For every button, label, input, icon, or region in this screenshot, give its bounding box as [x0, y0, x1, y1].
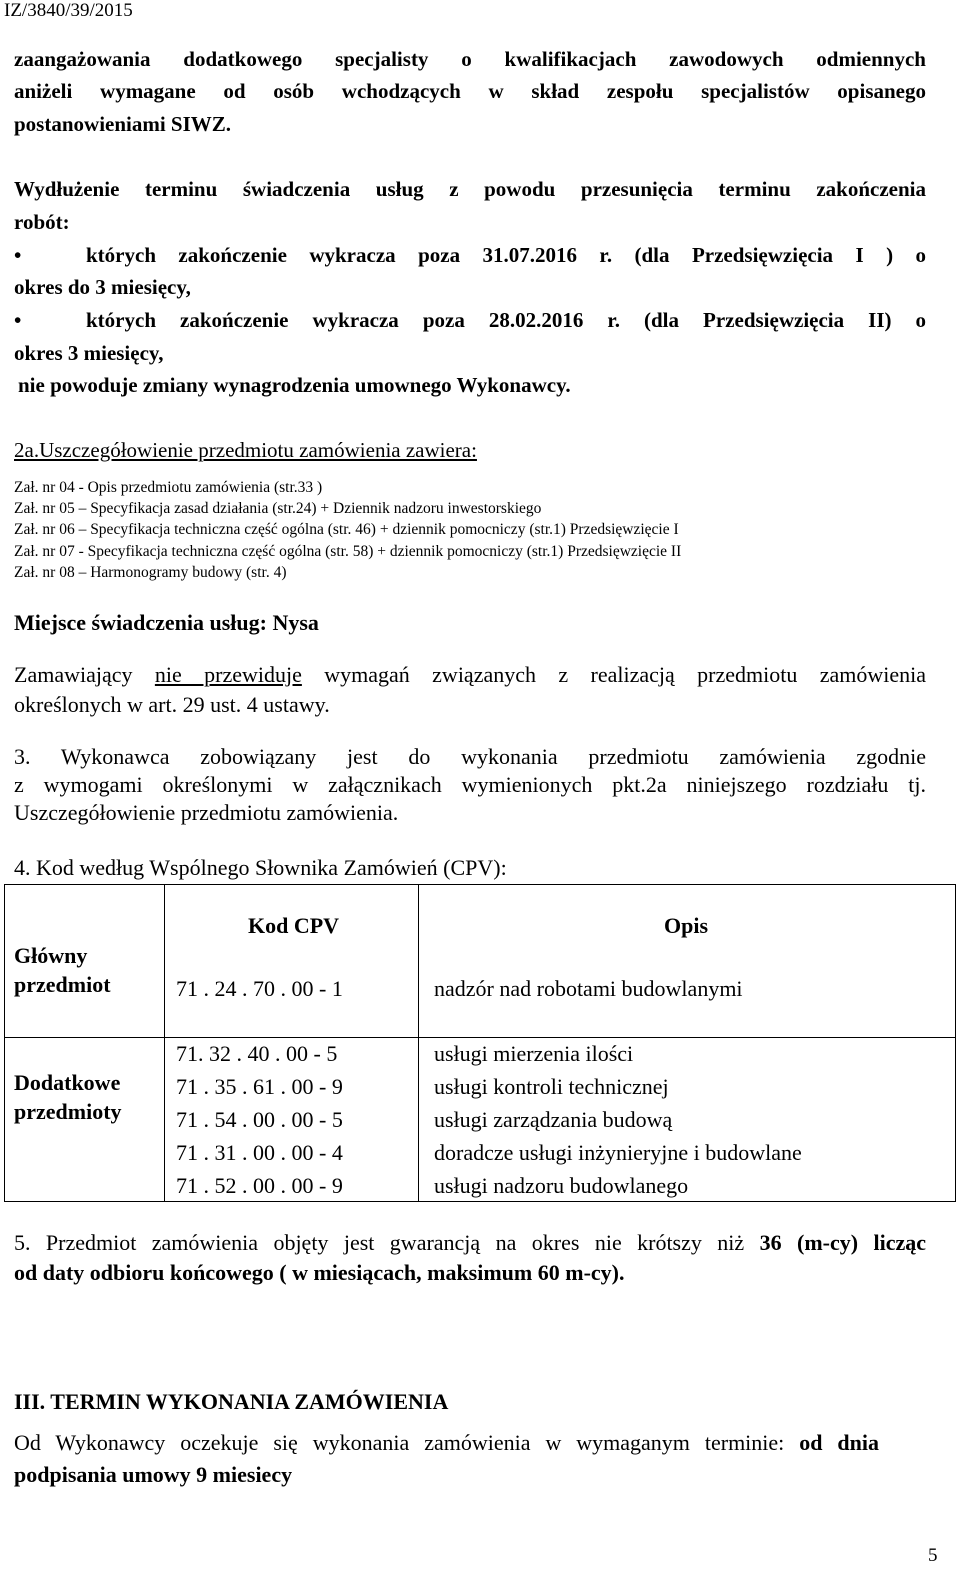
document-id: IZ/3840/39/2015 [4, 0, 133, 21]
bullet-icon: • [14, 308, 22, 332]
bullet-icon: • [14, 243, 22, 267]
paragraph-line: postanowieniami SIWZ. [14, 112, 232, 136]
extra-code: 71 . 31 . 00 . 00 - 4 [176, 1140, 343, 1165]
extra-desc: usługi zarządzania budową [434, 1107, 673, 1132]
bullet-text: których zakończenie wykracza poza 28.02.2016 r. (dla Przedsięwzięcia II) o [86, 308, 926, 332]
paragraph-line: robót: [14, 210, 70, 234]
cpv-title: 4. Kod według Wspólnego Słownika Zamówień (CPV): [14, 855, 507, 880]
paragraph-line [14, 1230, 926, 1256]
section-title: 2a.Uszczegółowienie przedmiotu zamówienia zawiera: [14, 438, 477, 462]
paragraph-line: 3. Wykonawca zobowiązany jest do wykonania przedmiotu zamówienia zgodnie [14, 744, 926, 769]
text-fragment-bold: 36 (m-cy) licząc [759, 1230, 927, 1255]
paragraph-line: nie powoduje zmiany wynagrodzenia umownego Wykonawcy. [18, 373, 571, 397]
paragraph-line [14, 1430, 879, 1456]
paragraph-line: Uszczegółowienie przedmiotu zamówienia. [14, 800, 399, 825]
extra-desc: usługi mierzenia ilości [434, 1041, 634, 1066]
text-fragment-underlined: nie przewiduje [154, 662, 302, 687]
paragraph-line: od daty odbioru końcowego ( w miesiącach, maksimum 60 m-cy). [14, 1260, 625, 1285]
extra-code: 71. 32 . 40 . 00 - 5 [176, 1041, 338, 1066]
text-fragment: wymagań związanych z realizacją przedmiotu zamówienia [301, 662, 927, 687]
attachment-item: Zał. nr 06 – Specyfikacja techniczna część ogólna (str. 46) + dziennik pomocniczy (str.1) Przedsięwzięcie I [14, 521, 679, 538]
paragraph-line: aniżeli wymagane od osób wchodzących w skład zespołu specjalistów opisanego [14, 79, 926, 103]
paragraph-line: Wydłużenie terminu świadczenia usług z powodu przesunięcia terminu zakończenia [14, 177, 926, 201]
extra-desc: doradcze usługi inżynieryjne i budowlane [434, 1140, 802, 1165]
main-label: przedmiot [14, 972, 111, 997]
extra-desc: usługi nadzoru budowlanego [434, 1173, 689, 1198]
place-of-service: Miejsce świadczenia usług: Nysa [14, 610, 319, 635]
text-fragment: Od Wykonawcy oczekuje się wykonania zamówienia w wymaganym terminie: [14, 1430, 800, 1455]
page-number: 5 [928, 1545, 938, 1566]
main-code: 71 . 24 . 70 . 00 - 1 [176, 976, 343, 1001]
main-label: Główny [14, 943, 88, 968]
main-desc: nadzór nad robotami budowlanymi [434, 976, 743, 1001]
bullet-text: okres do 3 miesięcy, [14, 275, 191, 299]
section-title: III. TERMIN WYKONANIA ZAMÓWIENIA [14, 1389, 449, 1414]
extra-label: Dodatkowe [14, 1070, 121, 1095]
attachment-item: Zał. nr 05 – Specyfikacja zasad działania (str.24) + Dziennik nadzoru inwestorskiego [14, 500, 542, 517]
attachment-item: Zał. nr 04 - Opis przedmiotu zamówienia (str.33 ) [14, 479, 323, 496]
paragraph-line: określonych w art. 29 ust. 4 ustawy. [14, 692, 330, 717]
bullet-text: których zakończenie wykracza poza 31.07.2016 r. (dla Przedsięwzięcia I ) o [86, 243, 926, 267]
paragraph-line [14, 662, 926, 688]
table-divider [418, 884, 419, 1202]
table-divider [4, 1037, 956, 1038]
header-desc: Opis [664, 913, 709, 938]
bullet-text: okres 3 miesięcy, [14, 341, 164, 365]
paragraph-line: podpisania umowy 9 miesiecy [14, 1462, 293, 1487]
table-divider [164, 884, 165, 1202]
paragraph-line: zaangażowania dodatkowego specjalisty o kwalifikacjach zawodowych odmiennych [14, 47, 926, 71]
extra-code: 71 . 54 . 00 . 00 - 5 [176, 1107, 343, 1132]
text-fragment-bold: od dnia [799, 1430, 879, 1455]
text-fragment: 5. Przedmiot zamówienia objęty jest gwarancją na okres nie krótszy niż [14, 1230, 760, 1255]
extra-desc: usługi kontroli technicznej [434, 1074, 669, 1099]
extra-code: 71 . 52 . 00 . 00 - 9 [176, 1173, 343, 1198]
text-fragment: Zamawiający [14, 662, 155, 687]
attachment-item: Zał. nr 07 - Specyfikacja techniczna część ogólna (str. 58) + dziennik pomocniczy (str.1) Przedsięwzięcie II [14, 543, 682, 560]
extra-label: przedmioty [14, 1099, 122, 1124]
attachment-item: Zał. nr 08 – Harmonogramy budowy (str. 4) [14, 564, 287, 581]
extra-code: 71 . 35 . 61 . 00 - 9 [176, 1074, 343, 1099]
paragraph-line: z wymogami określonymi w załącznikach wymienionych pkt.2a niniejszego rozdziału tj. [14, 772, 926, 797]
header-code: Kod CPV [248, 913, 340, 938]
